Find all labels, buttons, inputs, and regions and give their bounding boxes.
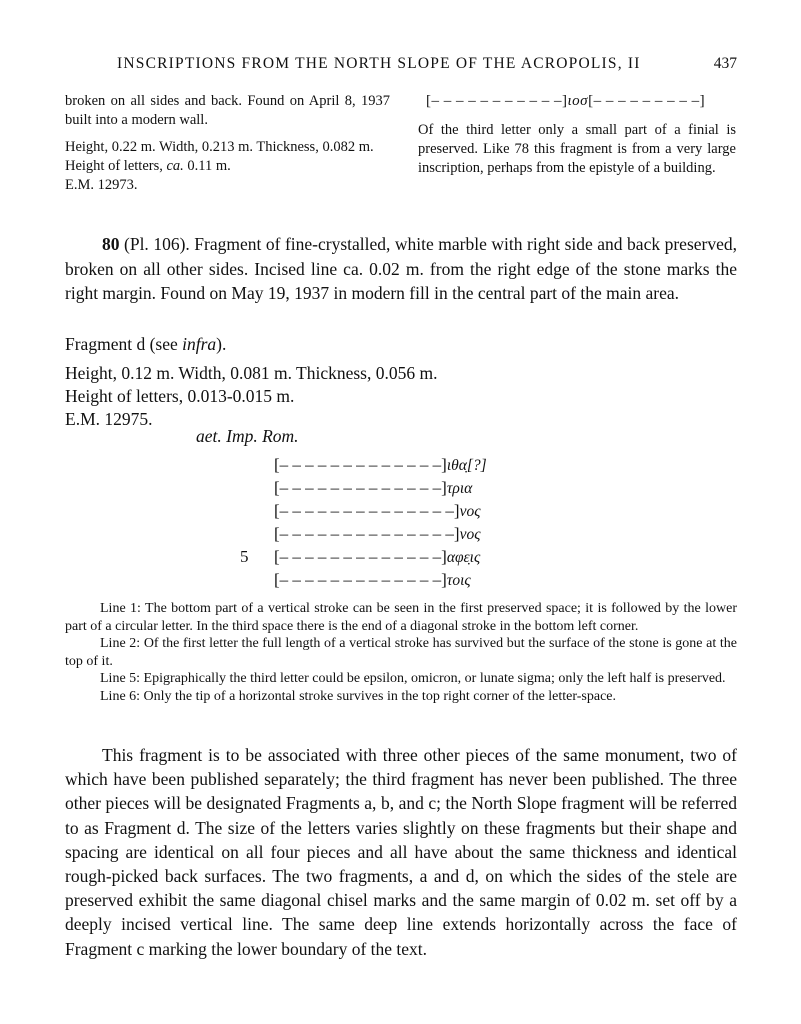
inscription-line: [– – – – – – – – – – – – – –]νος bbox=[274, 524, 481, 543]
inscription-fragment-line: [– – – – – – – – – – –]ιοσ[– – – – – – – – –] bbox=[426, 93, 706, 109]
entry-text: (Pl. 106). Fragment of fine-crystalled, white marble with right side and back preserved, broken on all other sides. Incised line ca. 0.02 m. from the right edge of the stone marks the right margin. Found on May 19, 1937 in modern fill in the central part of the main area. bbox=[65, 234, 737, 303]
left-dimensions: Height, 0.22 m. Width, 0.213 m. Thickness, 0.082 m. bbox=[65, 139, 374, 155]
inscription-line: [– – – – – – – – – – – – –]τρια bbox=[274, 478, 473, 497]
entry-80-dimensions: Height, 0.12 m. Width, 0.081 m. Thickness, 0.056 m. bbox=[65, 363, 438, 383]
entry-number: 80 bbox=[102, 234, 120, 254]
entry-80-letter-height: Height of letters, 0.013-0.015 m. bbox=[65, 386, 295, 406]
inscription-line: [– – – – – – – – – – – – –]ιθα̣[?] bbox=[274, 455, 487, 474]
inscription-text bbox=[240, 453, 487, 591]
note-line-5: Line 5: Epigraphically the third letter could be epsilon, omicron, or lunate sigma; only the left half is preserved. bbox=[100, 671, 726, 687]
entry-80 bbox=[65, 232, 737, 306]
inscription-line: [– – – – – – – – – – – – –]τοις bbox=[274, 570, 471, 589]
running-title: INSCRIPTIONS FROM THE NORTH SLOPE OF THE ACROPOLIS, II bbox=[117, 55, 641, 72]
right-note: Of the third letter only a small part of a finial is preserved. Like 78 this fragment is from a very large inscription, perhaps from the epistyle of a building. bbox=[418, 122, 736, 176]
fragment-designation: Fragment d (see infra). bbox=[65, 334, 227, 354]
inscription-line: 5 [– – – – – – – – – – – – –]αφε̣ις bbox=[240, 547, 481, 566]
inscription-line: [– – – – – – – – – – – – – –]νος bbox=[274, 501, 481, 520]
body-paragraph: This fragment is to be associated with three other pieces of the same monument, two of which have been published separately; the third fragment has never been published. The three other pieces will be designated Fragments a, b, and c; the North Slope fragment will be referred to as Fragment d. The size of the letters varies slightly on these fragments but their shape and spacing are identical on all four pieces and all have about the same thickness and identical rough-picked back surfaces. The two fragments, a and d, on which the sides of the stele are preserved exhibit the same diagonal chisel marks and the same margin of 0.02 m. set off by a deeply incised vertical line. The same deep line extends horizontally across the face of Fragment c marking the lower boundary of the text. bbox=[65, 745, 737, 959]
entry-80-measurements bbox=[65, 362, 437, 431]
left-em-number: E.M. 12973. bbox=[65, 177, 138, 193]
page-header bbox=[117, 55, 737, 79]
note-line-1: Line 1: The bottom part of a vertical stroke can be seen in the first preserved space; it is followed by the lower part of a circular letter. In the third space there is the end of a diagonal stroke in the bottom left corner. bbox=[65, 601, 737, 634]
epigraphic-notes bbox=[65, 600, 737, 706]
left-column bbox=[65, 92, 390, 195]
note-line-6: Line 6: Only the tip of a horizontal stroke survives in the top right corner of the letter-space. bbox=[100, 688, 617, 704]
inscription-date: aet. Imp. Rom. bbox=[196, 426, 299, 446]
entry-80-em-number: E.M. 12975. bbox=[65, 409, 153, 429]
right-column bbox=[418, 92, 736, 178]
note-line-2: Line 2: Of the first letter the full length of a vertical stroke has survived but the surface of the stone is gone at the top of it. bbox=[65, 636, 737, 669]
left-letter-height: Height of letters, ca. 0.11 m. bbox=[65, 158, 231, 174]
left-paragraph: broken on all sides and back. Found on April 8, 1937 built into a modern wall. bbox=[65, 93, 390, 128]
page-number: 437 bbox=[713, 55, 737, 72]
